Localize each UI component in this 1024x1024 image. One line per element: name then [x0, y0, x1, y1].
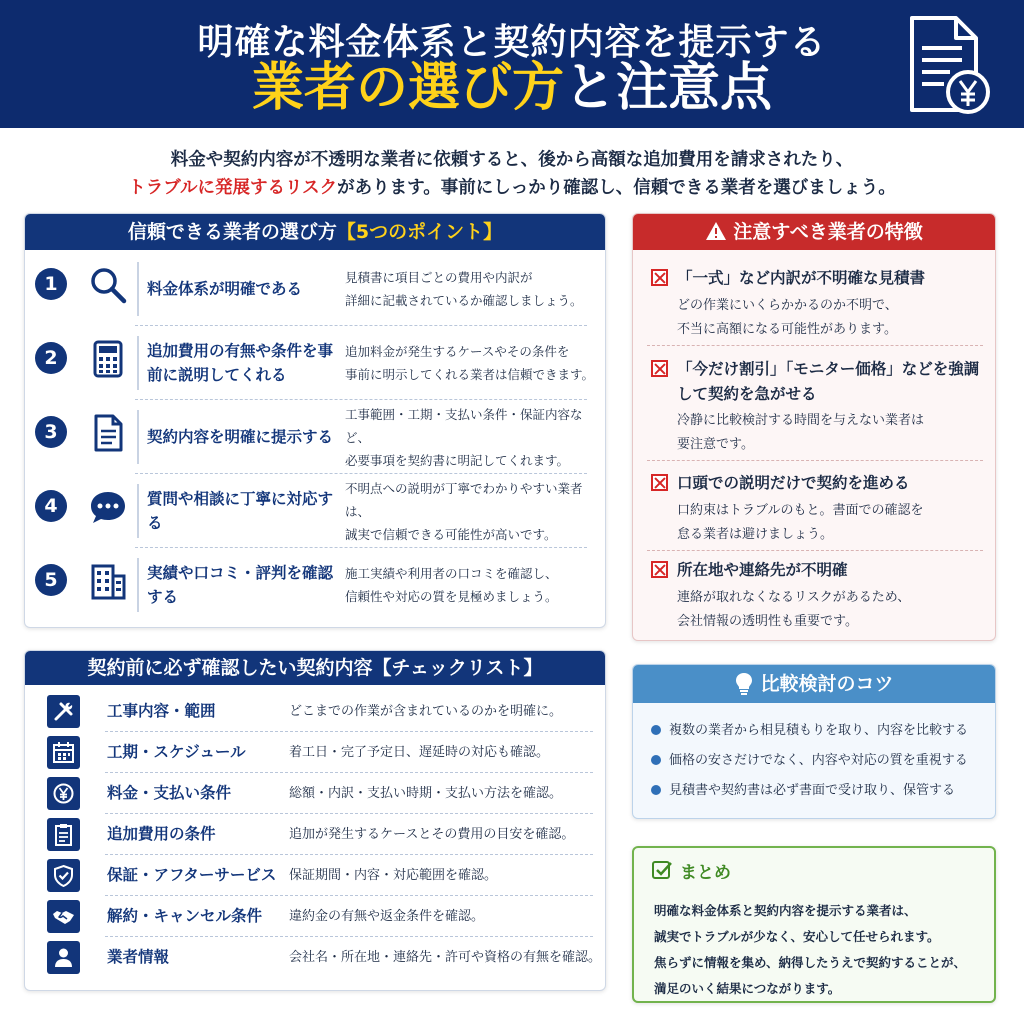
person-icon — [47, 941, 80, 974]
page-title-rest: と注意点 — [564, 58, 773, 118]
point-item — [25, 252, 606, 326]
tips-panel — [632, 664, 996, 819]
caution-item — [633, 357, 996, 461]
checklist-item — [25, 773, 606, 814]
checklist-description: どこまでの作業が含まれているのかを明確に。 — [289, 704, 563, 719]
cross-icon — [651, 360, 668, 377]
caution-item — [633, 266, 996, 346]
caution-body: 怠る業者は避けましょう。 — [677, 527, 834, 542]
caution-heading-text: 注意すべき業者の特徴 — [733, 221, 923, 243]
point-number: 3 — [35, 416, 67, 448]
divider — [137, 262, 139, 316]
bullet-dot — [651, 785, 661, 795]
intro-line1: 料金や契約内容が不透明な業者に依頼すると、後から高額な追加費用を請求されたり、 — [170, 150, 854, 170]
checklist-label: 保証・アフターサービス — [107, 866, 277, 884]
lightbulb-icon — [734, 671, 754, 695]
caution-title: 「一式」など内訳が不明確な見積書 — [677, 269, 926, 287]
summary-body: 明確な料金体系と契約内容を提示する業者は、 誠実でトラブルが少なく、安心して任せられます。 焦らずに情報を集め、納得したうえで契約することが、 満足のいく結果につながります。 — [654, 903, 967, 996]
points-panel — [24, 213, 606, 628]
checklist-description: 着工日・完了予定日、遅延時の対応も確認。 — [289, 745, 550, 760]
checklist-heading-text: 契約前に必ず確認したい契約内容 — [87, 657, 373, 679]
checklist-item — [25, 814, 606, 855]
tips-heading — [633, 665, 995, 703]
caution-body: 要注意です。 — [677, 437, 754, 452]
caution-body: 冷静に比較検討する時間を与えない業者は — [677, 413, 925, 428]
checklist-label: 業者情報 — [107, 948, 170, 966]
caution-body: 口約束はトラブルのもと。書面での確認を — [677, 503, 924, 518]
checklist-label: 追加費用の条件 — [107, 825, 216, 843]
divider — [647, 550, 983, 551]
point-item — [25, 400, 606, 474]
checklist-label: 解約・キャンセル条件 — [107, 907, 263, 925]
point-title: 契約内容を明確に提示する — [147, 428, 334, 446]
points-heading-bracket: 【5つのポイント】 — [336, 221, 503, 243]
point-title: 実績や口コミ・評判を確認する — [147, 564, 334, 606]
checklist-item — [25, 896, 606, 937]
checklist-description: 追加が発生するケースとその費用の目安を確認。 — [289, 827, 575, 842]
point-title: 質問や相談に丁寧に対応する — [147, 490, 334, 532]
yen-coin-icon — [47, 777, 80, 810]
cross-icon — [651, 269, 668, 286]
caution-panel — [632, 213, 996, 641]
point-title: 追加費用の有無や条件を事前に説明してくれる — [147, 342, 334, 384]
caution-body: 会社情報の透明性も重要です。 — [677, 614, 858, 629]
divider — [647, 460, 983, 461]
tip-item — [651, 781, 955, 801]
page-title-line1: 明確な料金体系と契約内容を提示する — [197, 22, 827, 63]
point-item — [25, 326, 606, 400]
shield-icon — [47, 859, 80, 892]
point-description: 見積書に項目ごとの費用や内訳が 詳細に記載されているか確認しましょう。 — [345, 270, 583, 308]
caution-body: 不当に高額になる可能性があります。 — [677, 322, 897, 337]
point-item — [25, 548, 606, 622]
tip-text: 複数の業者から相見積もりを取り、内容を比較する — [669, 723, 969, 738]
checklist-description: 総額・内訳・支払い時期・支払い方法を確認。 — [289, 786, 563, 801]
caution-title: 口頭での説明だけで契約を進める — [677, 474, 910, 492]
caution-item — [633, 471, 996, 551]
tip-text: 価格の安さだけでなく、内容や対応の質を重視する — [669, 753, 968, 768]
checklist-heading — [25, 651, 605, 685]
checklist-item — [25, 855, 606, 896]
intro-line2-rest: があります。事前にしっかり確認し、信頼できる業者を選びましょう。 — [337, 178, 896, 198]
point-title: 料金体系が明確である — [147, 280, 303, 298]
divider — [137, 336, 139, 390]
intro-line2 — [0, 174, 1024, 202]
page-header — [0, 0, 1024, 128]
handshake-icon — [47, 900, 80, 933]
caution-body: 連絡が取れなくなるリスクがあるため、 — [677, 590, 911, 605]
page-title-highlight: 業者の選び方 — [251, 58, 564, 118]
point-item — [25, 474, 606, 548]
search-icon — [87, 264, 129, 306]
caution-item — [633, 558, 996, 638]
point-description: 工事範囲・工期・支払い条件・保証内容など、 必要事項を契約書に明記してくれます。 — [345, 406, 583, 468]
bullet-dot — [651, 755, 661, 765]
cross-icon — [651, 474, 668, 491]
caution-heading — [633, 214, 995, 250]
checklist-item — [25, 732, 606, 773]
checklist-item — [25, 691, 606, 732]
building-icon — [87, 560, 129, 602]
tip-item — [651, 751, 968, 771]
warning-icon — [705, 221, 727, 241]
divider — [647, 345, 983, 346]
summary-heading: まとめ — [680, 863, 731, 883]
tips-heading-text: 比較検討のコツ — [760, 673, 894, 695]
point-number: 2 — [35, 342, 67, 374]
calculator-icon — [87, 338, 129, 380]
points-heading-text: 信頼できる業者の選び方 — [127, 221, 337, 243]
checklist-label: 料金・支払い条件 — [107, 784, 232, 802]
point-number: 5 — [35, 564, 67, 596]
intro-text — [0, 146, 1024, 202]
chat-bubble-icon — [87, 486, 129, 528]
divider — [137, 558, 139, 612]
clipboard-icon — [47, 818, 80, 851]
checklist-label: 工事内容・範囲 — [107, 702, 216, 720]
checklist-description: 会社名・所在地・連絡先・許可や資格の有無を確認。 — [289, 950, 602, 965]
checklist-label: 工期・スケジュール — [107, 743, 246, 761]
checklist-item — [25, 937, 606, 978]
divider — [137, 410, 139, 464]
document-icon — [87, 412, 129, 454]
intro-risk-highlight: トラブルに発展するリスク — [128, 178, 338, 198]
calendar-icon — [47, 736, 80, 769]
caution-title: 「今だけ割引」「モニター価格」などを強調して契約を急がせる — [677, 360, 980, 403]
point-description: 不明点への説明が丁寧でわかりやすい業者は、 誠実で信頼できる可能性が高いです。 — [345, 480, 583, 542]
checklist-panel — [24, 650, 606, 991]
checklist-description: 違約金の有無や返金条件を確認。 — [289, 909, 485, 924]
tip-text: 見積書や契約書は必ず書面で受け取り、保管する — [669, 783, 956, 798]
point-description: 追加料金が発生するケースやその条件を 事前に明示してくれる業者は信頼できます。 — [345, 344, 595, 382]
divider — [137, 484, 139, 538]
checkbox-check-icon — [652, 860, 672, 880]
checklist-description: 保証期間・内容・対応範囲を確認。 — [289, 868, 498, 883]
tools-icon — [47, 695, 80, 728]
page-title-line2 — [0, 58, 1024, 118]
point-number: 1 — [35, 268, 67, 300]
checklist-heading-bracket: 【チェックリスト】 — [372, 657, 543, 679]
point-description: 施工実績や利用者の口コミを確認し、 信頼性や対応の質を見極めましょう。 — [345, 566, 558, 604]
caution-body: どの作業にいくらかかるのか不明で、 — [677, 298, 898, 313]
point-number: 4 — [35, 490, 67, 522]
caution-title: 所在地や連絡先が不明確 — [677, 561, 848, 579]
points-heading — [25, 214, 605, 250]
tip-item — [651, 721, 968, 741]
summary-panel — [632, 846, 996, 1003]
bullet-dot — [651, 725, 661, 735]
cross-icon — [651, 561, 668, 578]
invoice-yen-icon — [904, 14, 994, 116]
